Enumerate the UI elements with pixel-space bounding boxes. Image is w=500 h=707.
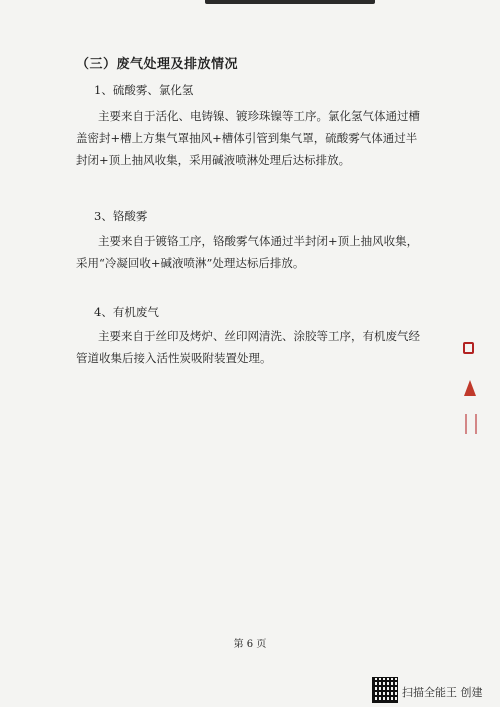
page-number: 第 6 页: [233, 639, 267, 650]
item-title-3: 3、铬酸雾: [94, 209, 148, 223]
item-title-4: 4、有机废气: [94, 305, 159, 319]
seal-stamp-fragment: [462, 342, 476, 442]
item-title-1: 1、硫酸雾、氯化氢: [94, 83, 194, 97]
scan-edge-shadow: [205, 0, 375, 4]
item-body-3: 主要来自于镀铬工序，铬酸雾气体通过半封闭+顶上抽风收集，采用“冷凝回收+碱液喷淋”处理达标后排放。: [76, 234, 419, 270]
item-body-1: 主要来自于活化、电铸镍、镀珍珠镍等工序。氯化氢气体通过槽盖密封+槽上方集气罩抽风+槽体引管到集气罩，硫酸雾气体通过半封闭+顶上抽风收集，采用碱液喷淋处理后达标排放。: [76, 109, 420, 167]
item-body-4: 主要来自于丝印及烤炉、丝印网清洗、涂胶等工序，有机废气经管道收集后接入活性炭吸附装置处理。: [76, 329, 420, 365]
qr-code-icon: [373, 678, 397, 702]
scanner-watermark: 扫描全能王 创建: [402, 686, 483, 699]
section-heading: （三）废气处理及排放情况: [76, 57, 239, 72]
